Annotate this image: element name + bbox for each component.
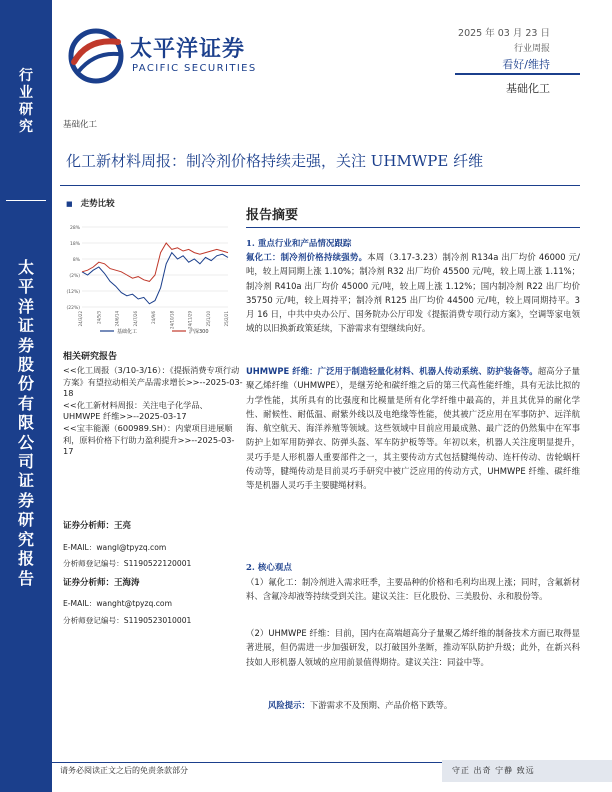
side-char: 限 (17, 413, 34, 433)
side-char: 究 (17, 529, 34, 549)
x-tick-label: 24/10/18 (169, 311, 175, 329)
side-char: 券 (17, 490, 34, 510)
analyst-name: 证券分析师：王海涛 (63, 578, 140, 588)
footer-motto: 守正 出奇 宁静 致远 (452, 766, 535, 775)
related-report-item[interactable]: <<化工周报（3/10-3/16）：《提振消费专项行动方案》有望拉动相关产品需求增长>>--2025-03-18 (63, 365, 243, 399)
legend-label: 沪深300 (189, 329, 209, 335)
side-label-top (0, 68, 52, 136)
abstract-divider (246, 227, 580, 228)
side-char: 究 (19, 119, 33, 135)
side-char: 业 (19, 85, 33, 101)
x-tick-label: 24/6/14 (114, 311, 120, 327)
related-reports-title: 相关研究报告 (63, 352, 118, 362)
side-char: 股 (17, 355, 34, 375)
paragraph-lead: UHMWPE 纤维：广泛用于制造轻量化材料、机器人传动系统、防护装备等。 (246, 366, 538, 376)
investment-rating: 看好/维持 (502, 58, 550, 71)
footer-disclaimer: 请务必阅读正文之后的免责条款部分 (60, 766, 188, 775)
paragraph-lead: 氟化工：制冷剂价格持续强势。 (246, 252, 368, 262)
risk-text: 下游需求不及预期、产品价格下跌等。 (309, 700, 453, 710)
x-tick-label: 25/2/21 (224, 311, 229, 327)
side-char: 太 (17, 258, 34, 277)
related-reports-list (63, 365, 243, 458)
report-type: 行业周报 (513, 44, 550, 54)
side-char: 券 (17, 335, 34, 355)
related-report-item[interactable]: <<宝丰能源（600989.SH）：内蒙项目进展顺利，原料价格下行助力盈利提升>>--2025-03-17 (63, 422, 235, 457)
side-char: 平 (17, 277, 34, 297)
trend-chart (60, 215, 236, 345)
side-char: 洋 (17, 296, 34, 316)
risk-warning (268, 698, 580, 712)
title-divider (60, 185, 580, 186)
side-char: 报 (17, 549, 34, 569)
y-tick-label: (2%) (69, 274, 80, 279)
abstract-title: 报告摘要 (246, 208, 299, 223)
trend-title: ■ 走势比较 (66, 197, 115, 209)
y-tick-label: (22%) (66, 306, 80, 311)
report-title: 化工新材料周报：制冷剂价格持续走强，关注 UHMWPE 纤维 (66, 152, 484, 170)
side-char: 份 (17, 374, 34, 394)
y-tick-label: 8% (72, 258, 80, 263)
trend-chart-svg (60, 215, 236, 345)
side-char: 告 (17, 568, 34, 588)
y-tick-label: (12%) (66, 290, 80, 295)
x-tick-label: 24/5/3 (96, 311, 102, 324)
side-char: 研 (19, 102, 33, 118)
logo-name-en: PACIFIC SECURITIES (132, 63, 257, 74)
side-char: 有 (17, 393, 34, 413)
section-heading: 1. 重点行业和产品情况跟踪 (246, 239, 352, 249)
y-tick-label: 18% (69, 242, 80, 247)
y-tick-label: 28% (69, 226, 80, 231)
x-tick-label: 24/3/22 (78, 311, 83, 327)
side-char: 司 (17, 452, 34, 472)
analyst-name: 证券分析师：王亮 (63, 521, 132, 531)
paragraph-fluorochemical (246, 250, 580, 336)
x-tick-label: 24/11/29 (187, 311, 193, 329)
analyst-email[interactable]: E-MAIL：wangl@tpyzq.com (63, 543, 167, 552)
paragraph-view-2: （2）UHMWPE 纤维：目前，国内在高端超高分子量聚乙烯纤维的制备技术方面已取得显著进展，但仍需进一步加强研发，以打破国外垄断，推动军队防护升级；此外，在新兴科技如人形机器人领域的应用前景值得期待。建议关注：同益中等。 (246, 628, 580, 667)
company-logo (68, 28, 268, 88)
side-char: 证 (17, 471, 34, 491)
industry-label: 基础化工 (506, 82, 550, 95)
side-char: 证 (17, 316, 34, 336)
x-tick-label: 24/9/6 (151, 311, 156, 324)
logo-name-cn: 太平洋证券 (130, 37, 246, 62)
paragraph-uhmwpe (246, 364, 580, 493)
x-tick-label: 25/1/10 (205, 311, 211, 327)
side-char: 研 (17, 510, 34, 530)
pacific-securities-logo-icon (68, 28, 124, 84)
analyst-email[interactable]: E-MAIL：wanght@tpyzq.com (63, 599, 172, 608)
section-heading: 2. 核心观点 (246, 563, 292, 573)
paragraph-body: 本周（3.17-3.23）制冷剂 R134a 出厂均价 46000 元/吨，较上周同期上涨 1.10%；制冷剂 R32 出厂均价 45500 元/吨，较上周上涨 1.11%；制冷剂 R410a 出厂均价 45000 元/吨，较上周上涨 1.12%；国内制冷剂 R22 出厂均价 35750 元/吨，较上周持平；制冷剂 R125 出厂均价 44500 元/吨，较上周同期持平。3 月 16 日，中共中央办公厅、国务院办公厅印发《提振消费专项行动方案》，空调等家电领域的以旧换新政策延续，下游需求有望继续向好。 (246, 252, 580, 334)
analyst-cert: 分析师登记编号：S1190523010001 (63, 616, 192, 625)
side-char: 公 (17, 432, 34, 452)
paragraph-view-1: （1）氟化工：制冷剂进入需求旺季，主要品种的价格和毛利均出现上涨；同时，含氟新材料、含氟冷却液等持续受到关注。建议关注：巨化股份、三美股份、永和股份等。 (246, 577, 580, 602)
rating-divider (455, 73, 580, 75)
side-divider (6, 200, 46, 201)
paragraph-body: 超高分子量聚乙烯纤维（UHMWPE），是继芳纶和碳纤维之后的第三代高性能纤维，具有无法比拟的力学性能，其所具有的比强度和比模量是所有化学纤维中最高的，并且其优异的耐化学性、耐候性、耐低温、耐紫外线以及电绝缘等性能，使其被广泛应用在军事防护、远洋航海、航空航天、海洋养殖等领域。这些领域中目前应用最成熟、最广泛的仍然集中在军事防护上如军用防弹衣、防弹头盔、军车防护板等等。年初以来，机器人关注度明显提升，灵巧手是人形机器人重要部件之一，其主要传动方式包括腱绳传动、连杆传动、齿轮蜗杆传动等，腱绳传动是目前灵巧手研究中被广泛应用的传动方式，UHMWPE 纤维、碳纤维等是机器人灵巧手主要腱绳材料。 (246, 366, 581, 491)
x-tick-label: 24/7/26 (132, 311, 138, 327)
related-report-item[interactable]: <<化工新材料周报：关注电子化学品、UHMWPE 纤维>>--2025-03-17 (63, 399, 208, 422)
side-char: 行 (19, 68, 33, 84)
series-line (82, 253, 228, 304)
section-tag: 基础化工 (63, 120, 98, 130)
analyst-cert: 分析师登记编号：S1190522120001 (63, 559, 192, 568)
risk-label: 风险提示： (268, 700, 310, 710)
legend-label: 基础化工 (117, 329, 138, 335)
side-label-company (0, 258, 52, 588)
series-line (82, 243, 228, 281)
report-date: 2025 年 03 月 23 日 (458, 28, 550, 39)
